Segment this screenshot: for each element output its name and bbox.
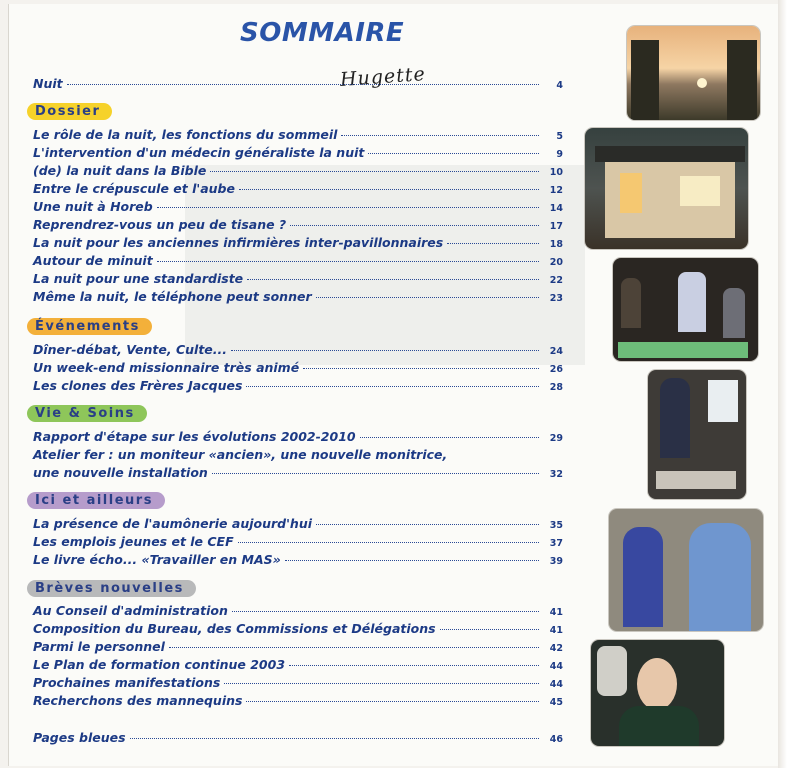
man-with-table-photo	[648, 370, 746, 499]
toc-entry-pages-bleues[interactable]	[33, 730, 563, 748]
toc-entry-label: Parmi le personnel	[33, 639, 165, 654]
dot-leader	[246, 701, 539, 702]
toc-entry-label: Dîner-débat, Vente, Culte...	[33, 342, 228, 357]
toc-entry-label: La nuit pour une standardiste	[33, 271, 244, 286]
toc-entry-label: L'intervention d'un médecin généraliste la nuit	[33, 145, 365, 160]
toc-entry[interactable]	[33, 516, 563, 534]
dot-leader	[246, 386, 539, 387]
toc-entry-label: Prochaines manifestations	[33, 675, 221, 690]
dot-leader	[341, 135, 539, 136]
dot-leader	[368, 153, 539, 154]
toc-entry-page: 45	[549, 697, 563, 708]
dot-leader	[238, 542, 539, 543]
dot-leader	[289, 665, 539, 666]
toc-entry-label: Les clones des Frères Jacques	[33, 378, 243, 393]
toc-entry[interactable]	[33, 639, 563, 657]
toc-entry-label: Autour de minuit	[33, 253, 153, 268]
toc-entry-label: Entre le crépuscule et l'aube	[33, 181, 235, 196]
toc-entry[interactable]	[33, 360, 563, 378]
handwritten-signature: Hugette	[339, 63, 427, 91]
toc-entry-label: Recherchons des mannequins	[33, 693, 243, 708]
toc-entry-page: 28	[549, 382, 563, 393]
toc-entry-page: 5	[556, 131, 563, 142]
toc-entry-page: 10	[549, 167, 563, 178]
toc-entry[interactable]	[33, 603, 563, 621]
toc-entry-nuit[interactable]	[33, 76, 563, 94]
toc-entry[interactable]	[33, 127, 563, 145]
toc-entry-page: 12	[549, 185, 563, 196]
toc-entry-page: 4	[556, 80, 563, 91]
toc-entry-label: Même la nuit, le téléphone peut sonner	[33, 289, 312, 304]
section-badge-ici-ailleurs: Ici et ailleurs	[27, 492, 165, 509]
toc-entry-page: 24	[549, 346, 563, 357]
toc-entry[interactable]	[33, 253, 563, 271]
toc-entry[interactable]	[33, 217, 563, 235]
dot-leader	[232, 611, 539, 612]
dot-leader	[239, 189, 539, 190]
toc-entry[interactable]	[33, 378, 563, 396]
toc-entry[interactable]	[33, 621, 563, 639]
toc-entry-page: 17	[549, 221, 563, 232]
toc-entry[interactable]	[33, 235, 563, 253]
toc-entry[interactable]	[33, 181, 563, 199]
dot-leader	[67, 84, 539, 85]
toc-entry-label: La nuit pour les anciennes infirmières inter-pavillonnaires	[33, 235, 444, 250]
toc-entry[interactable]	[33, 465, 563, 483]
toc-entry-label: (de) la nuit dans la Bible	[33, 163, 207, 178]
toc-entry-page: 32	[549, 469, 563, 480]
dot-leader	[130, 738, 539, 739]
dot-leader	[157, 261, 539, 262]
toc-entry-page: 18	[549, 239, 563, 250]
toc-entry[interactable]	[33, 342, 563, 360]
dot-leader	[316, 524, 539, 525]
toc-entry-page: 20	[549, 257, 563, 268]
toc-entry-label: Rapport d'étape sur les évolutions 2002-2010	[33, 429, 356, 444]
toc-entry[interactable]	[33, 429, 563, 447]
toc-entry-label: Le rôle de la nuit, les fonctions du sommeil	[33, 127, 338, 142]
toc-entry-label: Le Plan de formation continue 2003	[33, 657, 286, 672]
toc-entry-label: Pages bleues	[33, 730, 126, 745]
toc-entry-label: Au Conseil d'administration	[33, 603, 228, 618]
dot-leader	[447, 243, 539, 244]
toc-entry[interactable]	[33, 693, 563, 711]
toc-entry-page: 41	[549, 607, 563, 618]
dot-leader	[303, 368, 539, 369]
section-badge-evenements: Événements	[27, 318, 152, 335]
dot-leader	[285, 560, 539, 561]
toc-entry-label-line1[interactable]: Atelier fer : un moniteur «ancien», une nouvelle monitrice,	[33, 447, 448, 462]
toc-entry-page: 37	[549, 538, 563, 549]
toc-entry[interactable]	[33, 271, 563, 289]
dot-leader	[157, 207, 539, 208]
dot-leader	[290, 225, 539, 226]
dot-leader	[169, 647, 539, 648]
toc-entry-page: 23	[549, 293, 563, 304]
toc-entry-label: Le livre écho... «Travailler en MAS»	[33, 552, 281, 567]
smiling-woman-photo	[591, 640, 724, 746]
toc-entry-label-line2: une nouvelle installation	[33, 465, 208, 480]
sale-table-photo	[613, 258, 758, 361]
toc-entry[interactable]	[33, 675, 563, 693]
page-edge	[778, 0, 787, 768]
toc-entry-label: Nuit	[33, 76, 63, 91]
toc-entry[interactable]	[33, 534, 563, 552]
toc-entry-page: 9	[556, 149, 563, 160]
toc-entry-page: 35	[549, 520, 563, 531]
toc-entry[interactable]	[33, 145, 563, 163]
toc-entry-page: 46	[549, 734, 563, 745]
toc-entry-label: Les emplois jeunes et le CEF	[33, 534, 234, 549]
toc-entry-page: 22	[549, 275, 563, 286]
house-at-night-photo	[585, 128, 748, 249]
dot-leader	[231, 350, 539, 351]
toc-entry-page: 29	[549, 433, 563, 444]
toc-entry-page: 41	[549, 625, 563, 636]
dot-leader	[210, 171, 539, 172]
dot-leader	[224, 683, 539, 684]
dot-leader	[247, 279, 539, 280]
toc-entry-page: 14	[549, 203, 563, 214]
section-badge-vie-soins: Vie & Soins	[27, 405, 147, 422]
toc-entry-page: 44	[549, 661, 563, 672]
toc-entry-page: 26	[549, 364, 563, 375]
toc-entry-label: Composition du Bureau, des Commissions et Délégations	[33, 621, 436, 636]
section-badge-breves-nouvelles: Brèves nouvelles	[27, 580, 196, 597]
toc-entry[interactable]	[33, 289, 563, 307]
toc-entry-page: 44	[549, 679, 563, 690]
toc-entry-label: Reprendrez-vous un peu de tisane ?	[33, 217, 287, 232]
workshop-photo	[609, 509, 763, 631]
toc-entry-label: La présence de l'aumônerie aujourd'hui	[33, 516, 313, 531]
dot-leader	[316, 297, 539, 298]
page-title: SOMMAIRE	[240, 18, 405, 48]
toc-entry-page: 39	[549, 556, 563, 567]
dot-leader	[212, 473, 539, 474]
sunset-photo	[627, 26, 760, 120]
dot-leader	[440, 629, 539, 630]
toc-entry[interactable]	[33, 657, 563, 675]
toc-entry[interactable]	[33, 199, 563, 217]
toc-entry[interactable]	[33, 163, 563, 181]
toc-entry[interactable]	[33, 552, 563, 570]
dot-leader	[360, 437, 539, 438]
toc-entry-page: 42	[549, 643, 563, 654]
toc-entry-label: Un week-end missionnaire très animé	[33, 360, 300, 375]
section-badge-dossier: Dossier	[27, 103, 112, 120]
toc-entry-label: Une nuit à Horeb	[33, 199, 153, 214]
